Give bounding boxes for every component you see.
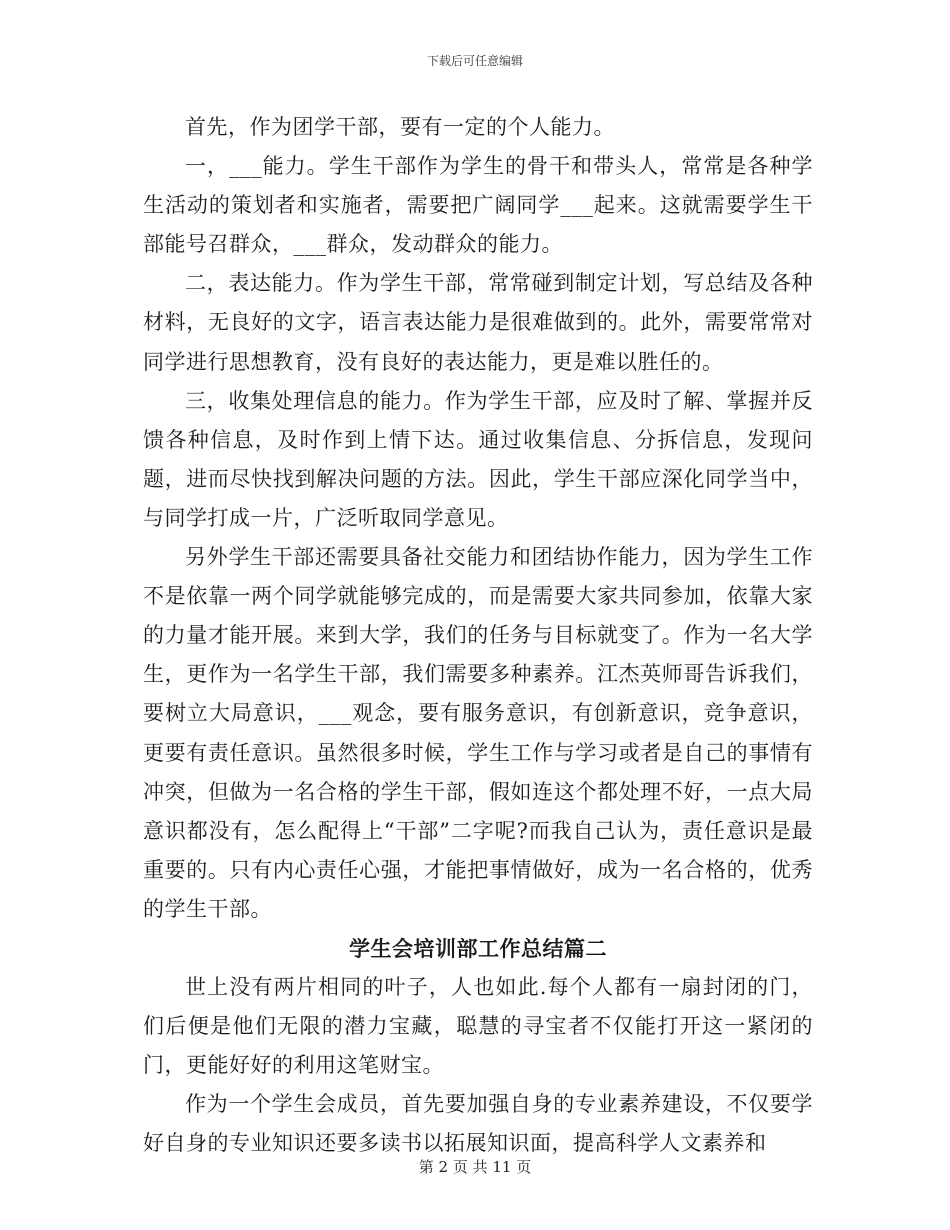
page-header-note: 下载后可任意编辑	[426, 54, 523, 68]
paragraph-ability-organize: 一，___能力。学生干部作为学生的骨干和带头人，常常是各种学生活动的策划者和实施者，需要把广阔同学___起来。这就需要学生干部能号召群众，___群众，发动群众的能力。	[143, 154, 813, 257]
document-body	[143, 108, 813, 1164]
paragraph-student-union-member: 作为一个学生会成员，首先要加强自身的专业素养建设，不仅要学好自身的专业知识还要多读书以拓展知识面，提高科学人文素养和	[143, 1092, 813, 1156]
section-heading: 学生会培训部工作总结篇二	[349, 935, 607, 961]
paragraph-social-teamwork: 另外学生干部还需要具备社交能力和团结协作能力，因为学生工作不是依靠一两个同学就能够完成的，而是需要大家共同参加，依靠大家的力量才能开展。来到大学，我们的任务与目标就变了。作为一名大学生，更作为一名学生干部，我们需要多种素养。江杰英师哥告诉我们，要树立大局意识，___观念，要有服务意识，有创新意识，竞争意识，更要有责任意识。虽然很多时候，学生工作与学习或者是自己的事情有冲突，但做为一名合格的学生干部，假如连这个都处理不好，一点大局意识都没有，怎么配得上“干部”二字呢?而我自己认为，责任意识是最重要的。只有内心责任心强，才能把事情做好，成为一名合格的，优秀的学生干部。	[143, 545, 813, 921]
paragraph-ability-expression: 二，表达能力。作为学生干部，常常碰到制定计划，写总结及各种材料，无良好的文字，语言表达能力是很难做到的。此外，需要常常对同学进行思想教育，没有良好的表达能力，更是难以胜任的。	[143, 271, 813, 374]
paragraph-ability-information: 三，收集处理信息的能力。作为学生干部，应及时了解、掌握并反馈各种信息，及时作到上情下达。通过收集信息、分拆信息，发现问题，进而尽快找到解决问题的方法。因此，学生干部应深化同学当中，与同学打成一片，广泛听取同学意见。	[143, 388, 813, 530]
paragraph-intro: 首先，作为团学干部，要有一定的个人能力。	[185, 115, 615, 139]
page-number: 第 2 页 共 11 页	[418, 1158, 532, 1176]
paragraph-leaves: 世上没有两片相同的叶子，人也如此.每个人都有一扇封闭的门，们后便是他们无限的潜力宝藏，聪慧的寻宝者不仅能打开这一紧闭的门，更能好好的利用这笔财宝。	[143, 975, 813, 1078]
